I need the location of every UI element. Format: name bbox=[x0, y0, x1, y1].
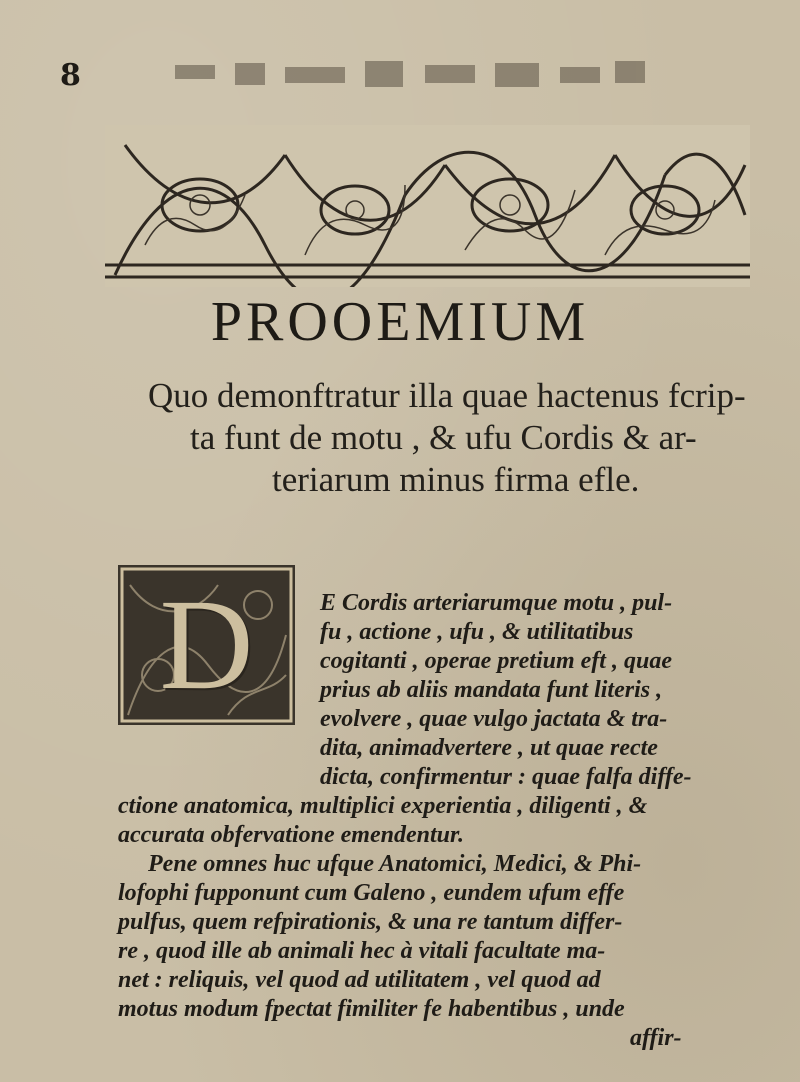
body-line: fu , actione , ufu , & utilitatibus bbox=[320, 619, 634, 645]
body-line: lofophi fupponunt cum Galeno , eundem ufum effe bbox=[118, 880, 625, 906]
body-line: accurata obfervatione emendentur. bbox=[118, 822, 464, 848]
body-line: re , quod ille ab animali hec à vitali facultate ma- bbox=[118, 938, 606, 964]
summary-line: ta funt de motu , & ufu Cordis & ar- bbox=[190, 418, 697, 457]
body-line: prius ab aliis mandata funt literis , bbox=[320, 677, 663, 703]
body-line: pulfus, quem refpirationis, & una re tantum differ- bbox=[118, 909, 623, 935]
body-line: ctione anatomica, multiplici experientia , diligenti , & bbox=[118, 793, 648, 819]
drop-cap-letter: D bbox=[159, 573, 254, 717]
body-line: cogitanti , operae pretium eft , quae bbox=[320, 648, 672, 674]
ornament-engraving-icon bbox=[105, 125, 750, 287]
body-line: Pene omnes huc ufque Anatomici, Medici, & Phi- bbox=[148, 851, 642, 877]
summary-line: teriarum minus firma efle. bbox=[272, 460, 640, 499]
body-line: motus modum fpectat fimiliter fe habentibus , unde bbox=[118, 996, 625, 1022]
body-line: evolvere , quae vulgo jactata & tra- bbox=[320, 706, 668, 732]
decorative-headpiece bbox=[105, 125, 750, 287]
body-line: dita, animadvertere , ut quae recte bbox=[320, 735, 658, 761]
body-line: affir- bbox=[630, 1025, 682, 1051]
top-bleed-through-ornament bbox=[165, 55, 685, 95]
page-title: PROOEMIUM bbox=[210, 291, 590, 353]
body-line: dicta, confirmentur : quae falfa diffe- bbox=[320, 764, 692, 790]
body-line: E Cordis arteriarumque motu , pul- bbox=[320, 590, 673, 616]
drop-cap-block bbox=[118, 565, 295, 725]
summary-line: Quo demonftratur illa quae hactenus fcrip- bbox=[148, 376, 746, 415]
page-number: 8 bbox=[60, 58, 81, 93]
body-line: net : reliquis, vel quod ad utilitatem , vel quod ad bbox=[118, 967, 601, 993]
